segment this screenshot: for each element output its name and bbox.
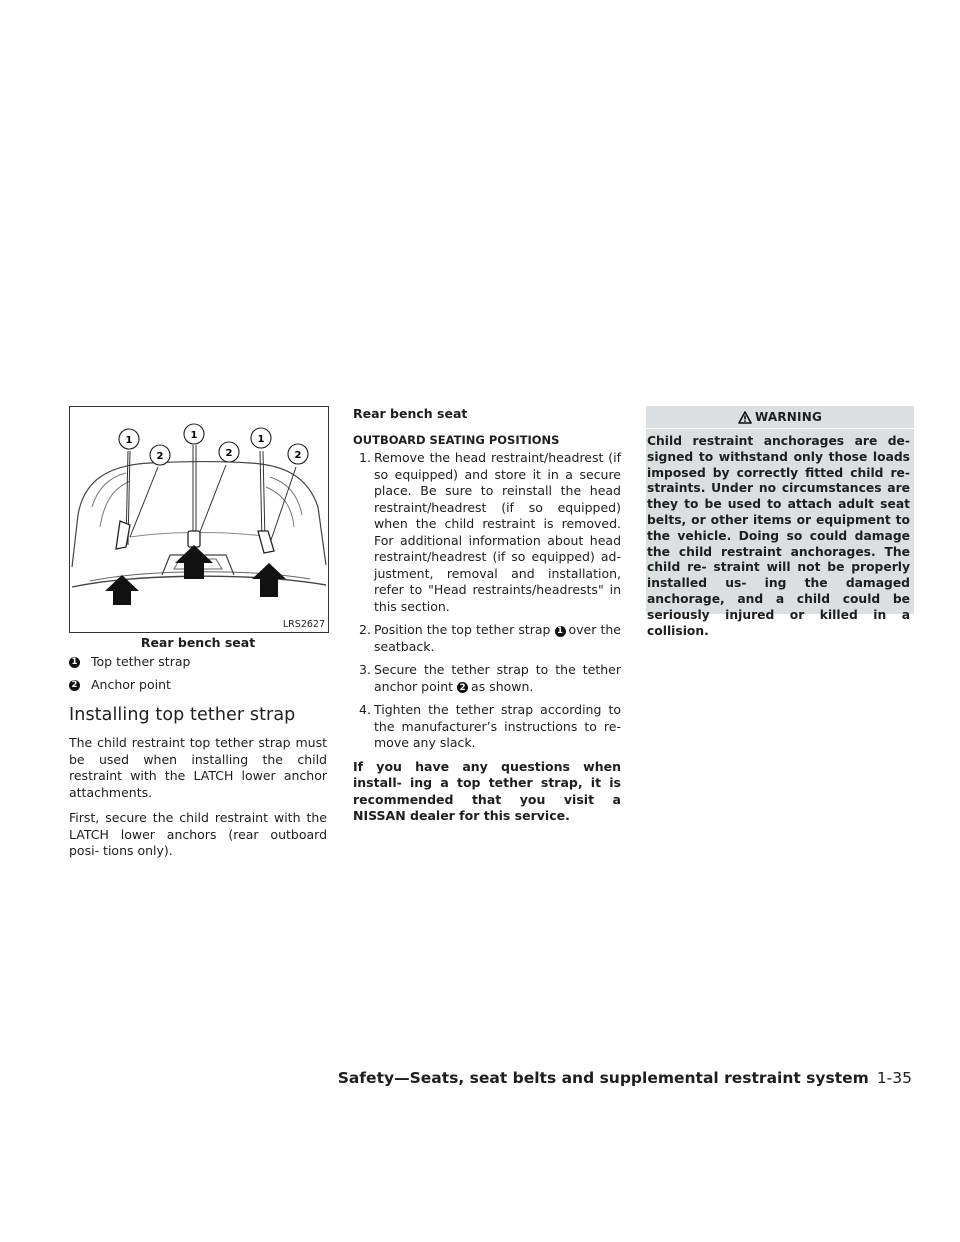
step-item: [353, 450, 621, 615]
callout-2-center-label: 2: [225, 448, 233, 459]
callout-number: 2: [69, 680, 80, 691]
legend-item: [69, 654, 327, 670]
step-text-before: Secure the tether strap to the tether anchor point: [374, 662, 621, 694]
warning-text: Child restraint anchorages are de- signed to withstand only those loads imposed by correctly fitted child re- straints. Under no circumstances are they to be used to attach adult seat belts, or other items or equipment to the vehicle. Doing so could damage the child restraint anchorages. The child re- straint will not be properly installed us- ing the damaged anchorage, and a child could be seriously injured or killed in a collision.: [647, 434, 910, 638]
page-number: 1-35: [876, 1069, 912, 1087]
warning-box: [646, 406, 914, 638]
legend-text: Top tether strap: [91, 654, 191, 669]
callout-1-left-label: 1: [125, 435, 133, 446]
callout-number: 1: [555, 626, 566, 637]
callout-number: 1: [69, 657, 80, 668]
step-text-after: as shown.: [471, 678, 534, 694]
callout-number: 2: [457, 682, 468, 693]
right-column: [646, 406, 914, 638]
step-number: 3.: [359, 662, 371, 677]
left-column: [69, 406, 327, 869]
dealer-note: If you have any questions when install- ing a top tether strap, it is recommended that you visit a NISSAN dealer for this service.: [353, 758, 621, 823]
body-paragraph: First, secure the child restraint with the LATCH lower anchors (rear outboard posi- tions only).: [69, 810, 327, 858]
rear-seat-illustration: [70, 407, 328, 632]
legend-text: Anchor point: [91, 677, 171, 692]
callout-2-left-label: 2: [156, 451, 164, 462]
footer-title: Safety—Seats, seat belts and supplemental restraint system: [337, 1069, 869, 1087]
middle-column: [353, 406, 621, 825]
step-item: [353, 702, 621, 752]
warning-triangle-icon: [738, 411, 752, 424]
callout-1-right-label: 1: [257, 434, 265, 445]
callout-1-center-label: 1: [190, 430, 198, 441]
warning-title: WARNING: [754, 410, 823, 424]
figure-caption: Rear bench seat: [140, 635, 256, 650]
body-paragraph: The child restraint top tether strap must be used when installing the child restraint with the LATCH lower anchor attachments.: [69, 735, 327, 800]
rear-bench-seat-figure: [69, 406, 329, 633]
step-text-before: Position the top tether strap: [374, 622, 551, 637]
step-item: [353, 662, 621, 695]
step-number: 1.: [359, 450, 371, 465]
step-text: Remove the head restraint/headrest (if so equipped) and store it in a secure place. Be sure to reinstall the head restraint/headrest (if so equipped) when the child restraint is removed. For additional information about head restraint/headrest (if so equipped) ad- justment, removal and installation, refer to "Head restraints/headrests" in this section.: [374, 450, 621, 614]
callout-2-right-label: 2: [294, 450, 302, 461]
warning-header: [646, 406, 914, 429]
legend-item: [69, 677, 327, 693]
figure-code: LRS2627: [282, 619, 325, 630]
instructions-subtitle: OUTBOARD SEATING POSITIONS: [353, 433, 560, 447]
instructions-title: Rear bench seat: [353, 406, 468, 421]
step-number: 4.: [359, 702, 371, 717]
steps-list: [353, 450, 621, 752]
step-number: 2.: [359, 622, 371, 637]
step-item: [353, 622, 621, 655]
step-text: Tighten the tether strap according to the manufacturer’s instructions to re- move any slack.: [374, 702, 621, 750]
section-title: Installing top tether strap: [69, 705, 296, 725]
page-footer: [338, 1069, 912, 1087]
step-text-after: over the seatback.: [374, 622, 621, 654]
